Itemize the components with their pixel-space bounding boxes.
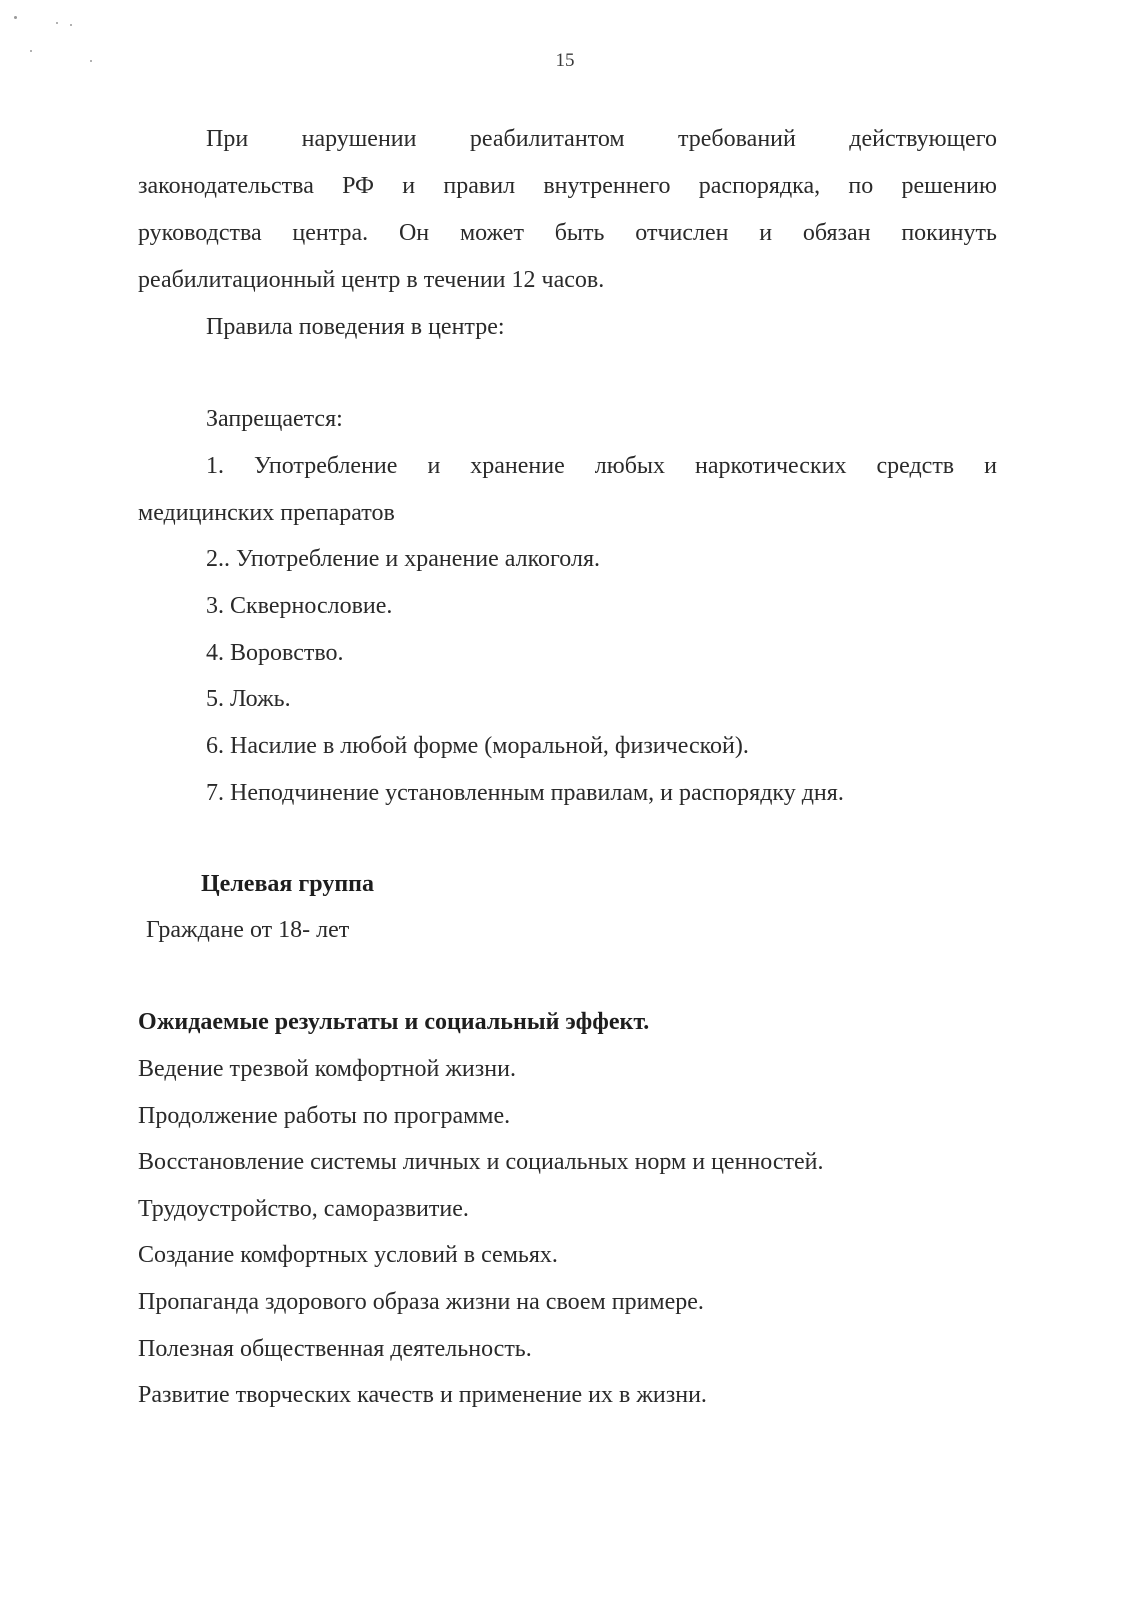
word: наркотических: [695, 453, 847, 479]
word: средств: [876, 453, 955, 479]
paragraph-line-2: [138, 171, 997, 201]
forbidden-item: 5. Ложь.: [206, 686, 291, 712]
scan-speck: [56, 22, 58, 24]
paragraph-line-1: [206, 124, 997, 154]
forbidden-item-1-line-1: [206, 451, 997, 481]
results-item: Полезная общественная деятельность.: [138, 1336, 532, 1362]
results-heading: Ожидаемые результаты и социальный эффект.: [138, 1009, 650, 1035]
word: правил: [443, 173, 516, 199]
word: и: [984, 453, 997, 479]
word: При: [206, 126, 249, 152]
results-item: Продолжение работы по программе.: [138, 1103, 511, 1129]
word: реабилитантом: [469, 126, 625, 152]
word: РФ: [342, 173, 375, 199]
forbidden-heading: Запрещается:: [206, 406, 343, 432]
forbidden-item: 6. Насилие в любой форме (моральной, физической).: [206, 733, 749, 759]
word: может: [459, 220, 524, 246]
scan-speck: [70, 24, 72, 26]
word: Употребление: [254, 453, 398, 479]
page-number: 15: [555, 50, 575, 71]
word: по: [848, 173, 874, 199]
results-item: Трудоустройство, саморазвитие.: [138, 1196, 469, 1222]
word: и: [402, 173, 416, 199]
forbidden-item: 2.. Употребление и хранение алкоголя.: [206, 546, 600, 572]
word: быть: [554, 220, 605, 246]
forbidden-item: 4. Воровство.: [206, 640, 344, 666]
word: любых: [594, 453, 666, 479]
word: 1.: [206, 453, 224, 479]
forbidden-item: 3. Сквернословие.: [206, 593, 393, 619]
scan-speck: [14, 16, 17, 19]
target-group-text: Граждане от 18- лет: [146, 917, 350, 943]
word: хранение: [470, 453, 565, 479]
rules-intro: Правила поведения в центре:: [206, 314, 505, 340]
word: распорядка,: [698, 173, 821, 199]
results-item: Восстановление системы личных и социальных норм и ценностей.: [138, 1149, 824, 1175]
paragraph-line-3: [138, 218, 997, 248]
paragraph-line-4: реабилитационный центр в течении 12 часов.: [138, 267, 605, 293]
word: покинуть: [901, 220, 997, 246]
results-item: Пропаганда здорового образа жизни на своем примере.: [138, 1289, 704, 1315]
results-item: Развитие творческих качеств и применение их в жизни.: [138, 1382, 707, 1408]
forbidden-item-1-line-2: медицинских препаратов: [138, 500, 395, 526]
word: отчислен: [635, 220, 729, 246]
word: требований: [678, 126, 796, 152]
word: законодательства: [138, 173, 314, 199]
word: решению: [901, 173, 997, 199]
word: действующего: [849, 126, 997, 152]
word: центра.: [292, 220, 369, 246]
word: внутреннего: [543, 173, 671, 199]
word: руководства: [138, 220, 262, 246]
results-item: Создание комфортных условий в семьях.: [138, 1242, 558, 1268]
results-item: Ведение трезвой комфортной жизни.: [138, 1056, 516, 1082]
word: нарушении: [301, 126, 417, 152]
forbidden-item: 7. Неподчинение установленным правилам, и распорядку дня.: [206, 780, 844, 806]
word: и: [427, 453, 441, 479]
word: обязан: [802, 220, 871, 246]
word: и: [759, 220, 773, 246]
word: Он: [398, 220, 430, 246]
target-group-heading: Целевая группа: [201, 871, 374, 897]
